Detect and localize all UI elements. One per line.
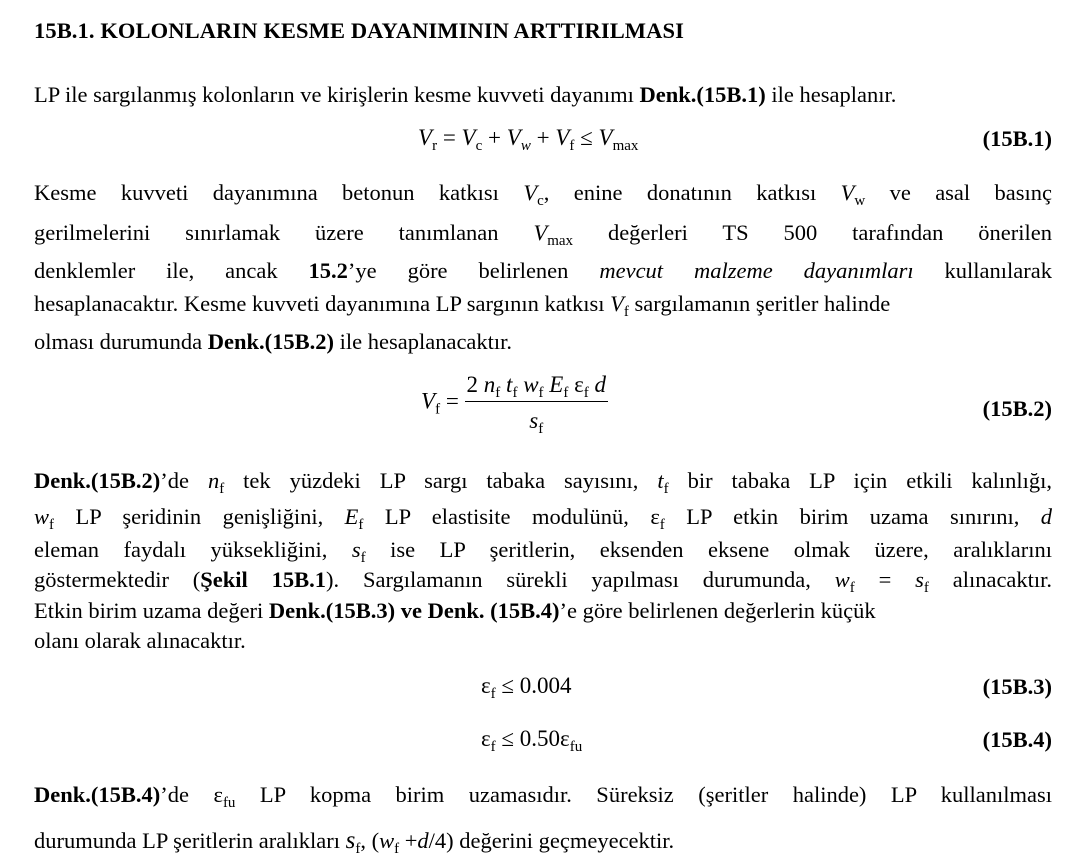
paragraph-intro: LP ile sargılanmış kolonların ve kirişlerin kesme kuvveti dayanımı Denk.(15B.1) ile hesaplanır. (34, 82, 897, 107)
equation-number-15b2: (15B.2) (982, 396, 1052, 421)
equation-15b2: $V_f$ = 2 $n_f$ $t_f$ $w_f$ $E_f$ $\varepsilon_f$ d $s_f$ (421, 372, 607, 437)
paragraph-line: Denk.(15B.4)’de $\varepsilon_{fu}$ LP kopma birim uzamasıdır. Süreksiz (şeritler halinde) LP kullanılması (34, 782, 1053, 811)
equation-number-15b1: (15B.1) (982, 126, 1052, 151)
paragraph-line: olanı olarak alınacaktır. (34, 628, 246, 653)
paragraph-line: $w_f$ LP şeridinin genişliğini, $E_f$ LP elastisite modulünü, $\varepsilon_f$ LP etkin birim uzama sınırını, d (34, 504, 1053, 533)
paragraph-line: eleman faydalı yüksekliğini, $s_f$ ise LP şeritlerin, eksenden eksene olmak üzere, aralıklarını (34, 537, 1053, 566)
equation-number-15b4: (15B.4) (982, 727, 1052, 752)
equation-reference: Denk.(15B.2) (34, 468, 161, 493)
equation-reference: Denk.(15B.2) (207, 329, 334, 354)
paragraph-line: göstermektedir (Şekil 15B.1). Sargılamanın sürekli yapılması durumunda, $w_f = s_f$ alınacaktır. (34, 567, 1053, 596)
fraction (465, 372, 608, 437)
figure-reference: Şekil 15B.1 (200, 567, 327, 592)
equation-15b4: $\varepsilon_f \le 0.50\varepsilon_{fu}$ (481, 726, 583, 755)
numerator: 2 $n_f$ $t_f$ $w_f$ $E_f$ $\varepsilon_f$ d (466, 372, 607, 401)
section-heading: 15B.1. KOLONLARIN KESME DAYANIMININ ARTTIRILMASI (34, 18, 684, 43)
paragraph-line: hesaplanacaktır. Kesme kuvveti dayanımına LP sargının katkısı $V_f$ sargılamanın şeritler halinde (34, 291, 891, 320)
paragraph-line: Denk.(15B.2)’de $n_f$ tek yüzdeki LP sargı tabaka sayısını, $t_f$ bir tabaka LP için etkili kalınlığı, (34, 468, 1053, 497)
equation-15b1: $V_r = V_c + V_w + V_f \le V_{max}$ (418, 125, 639, 154)
paragraph-line: denklemler ile, ancak 15.2’ye göre belirlenen mevcut malzeme dayanımları kullanılarak (34, 258, 1053, 283)
equation-reference: Denk.(15B.3) ve Denk. (15B.4) (268, 598, 560, 623)
paragraph-line: Etkin birim uzama değeri Denk.(15B.3) ve Denk. (15B.4)’e göre belirlenen değerlerin küçük (34, 598, 876, 623)
equation-number-15b3: (15B.3) (982, 674, 1052, 699)
paragraph-line: gerilmelerini sınırlamak üzere tanımlanan $V_{max}$ değerleri TS 500 tarafından önerilen (34, 220, 1052, 249)
paragraph-line: durumunda LP şeritlerin aralıkları $s_f$, $(w_f +d/4)$ değerini geçmeyecektir. (34, 827, 675, 857)
equation-reference: Denk.(15B.4) (34, 782, 161, 807)
equation-reference: Denk.(15B.1) (639, 82, 766, 107)
equation-15b3: $\varepsilon_f \le 0.004$ (481, 673, 572, 702)
paragraph-line: Kesme kuvveti dayanımına betonun katkısı $V_c$, enine donatının katkısı $V_w$ ve asal basınç (34, 180, 1053, 209)
denominator: $s_f$ (529, 408, 544, 437)
section-reference: 15.2 (308, 258, 348, 283)
paragraph-line: olması durumunda Denk.(15B.2) ile hesaplanacaktır. (34, 329, 513, 354)
